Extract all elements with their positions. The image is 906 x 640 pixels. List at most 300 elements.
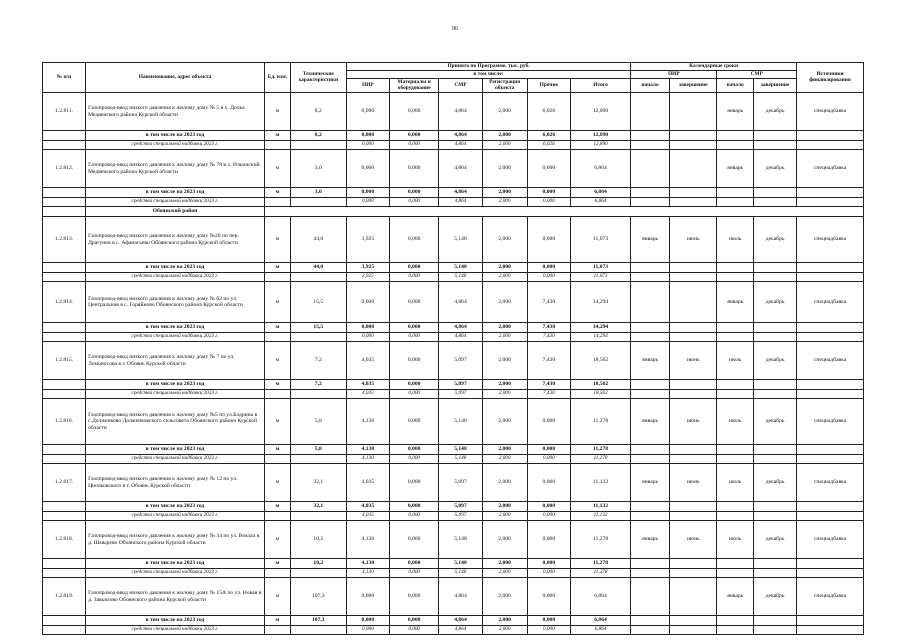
surcharge-pir: 3,925 — [346, 273, 389, 282]
total-smr: 4,864 — [439, 131, 482, 141]
total-registration: 2,000 — [482, 188, 527, 198]
object-smr-start: июль — [717, 464, 754, 502]
object-pir-end: июнь — [669, 521, 716, 559]
total-2023-row — [43, 380, 864, 390]
surcharge-empty — [717, 333, 754, 342]
surcharge-tech — [290, 512, 346, 521]
surcharge-label: средства специальной надбавки 2023 г. — [86, 512, 265, 521]
surcharge-registration: 2,000 — [482, 273, 527, 282]
total-2023-row — [43, 502, 864, 512]
object-pir: 0,000 — [346, 282, 389, 323]
total-empty — [631, 616, 670, 626]
object-smr-end: декабрь — [754, 282, 797, 323]
object-name: Газопровод-ввод низкого давления к жилому дому № 12 по ул. Циолковского в г. Обоянь Курской области — [86, 464, 265, 502]
object-row — [43, 578, 864, 616]
object-smr-end: декабрь — [754, 217, 797, 263]
total-total: 6,864 — [570, 616, 630, 626]
total-other: 6,026 — [527, 131, 570, 141]
surcharge-unit — [264, 569, 290, 578]
total-pir: 0,000 — [346, 323, 389, 333]
total-spacer — [43, 131, 86, 141]
total-empty — [797, 616, 864, 626]
object-materials: 0,000 — [389, 464, 439, 502]
total-other: 7,430 — [527, 323, 570, 333]
total-unit: м — [264, 263, 290, 273]
surcharge-empty — [797, 333, 864, 342]
surcharge-empty — [669, 569, 716, 578]
total-empty — [669, 188, 716, 198]
surcharge-row — [43, 141, 864, 150]
surcharge-other: 7,430 — [527, 333, 570, 342]
total-unit: м — [264, 188, 290, 198]
total-smr: 5,148 — [439, 559, 482, 569]
total-2023-row — [43, 323, 864, 333]
total-smr: 5,148 — [439, 445, 482, 455]
page-number: 96 — [452, 26, 458, 32]
total-pir: 3,925 — [346, 263, 389, 273]
header-pir-start: начало — [631, 79, 670, 93]
total-empty — [631, 445, 670, 455]
surcharge-spacer — [43, 333, 86, 342]
surcharge-empty — [631, 455, 670, 464]
object-registration: 2,000 — [482, 464, 527, 502]
object-materials: 0,000 — [389, 578, 439, 616]
object-total: 11,073 — [570, 217, 630, 263]
surcharge-pir: 0,000 — [346, 198, 389, 207]
total-tech: 44,0 — [290, 263, 346, 273]
total-registration: 2,000 — [482, 616, 527, 626]
surcharge-label: средства специальной надбавки 2023 г. — [86, 626, 265, 635]
surcharge-smr: 4,864 — [439, 626, 482, 635]
surcharge-empty — [717, 273, 754, 282]
total-pir: 4,035 — [346, 502, 389, 512]
object-pir-end — [669, 93, 716, 131]
surcharge-label: средства специальной надбавки 2023 г. — [86, 198, 265, 207]
table-header — [43, 63, 864, 93]
object-materials: 0,000 — [389, 521, 439, 559]
header-tech: Технические характеристики — [290, 63, 346, 93]
total-total: 6,864 — [570, 188, 630, 198]
surcharge-materials: 0,000 — [389, 512, 439, 521]
surcharge-registration: 2,000 — [482, 141, 527, 150]
total-pir: 4,130 — [346, 445, 389, 455]
surcharge-empty — [669, 455, 716, 464]
object-row — [43, 93, 864, 131]
total-empty — [717, 188, 754, 198]
object-other: 0,000 — [527, 464, 570, 502]
total-empty — [669, 616, 716, 626]
total-registration: 2,000 — [482, 445, 527, 455]
total-pir: 4,035 — [346, 380, 389, 390]
total-empty — [754, 445, 797, 455]
object-smr: 4,864 — [439, 578, 482, 616]
total-label: в том числе на 2023 год — [86, 131, 265, 141]
total-registration: 2,000 — [482, 380, 527, 390]
region-spacer — [43, 207, 86, 217]
surcharge-empty — [631, 626, 670, 635]
total-materials: 0,000 — [389, 263, 439, 273]
total-unit: м — [264, 445, 290, 455]
region-row — [43, 207, 864, 217]
surcharge-row — [43, 512, 864, 521]
surcharge-pir: 0,000 — [346, 626, 389, 635]
total-total: 12,890 — [570, 131, 630, 141]
surcharge-row — [43, 273, 864, 282]
object-materials: 0,000 — [389, 342, 439, 380]
surcharge-pir: 0,000 — [346, 141, 389, 150]
object-tech: 15,5 — [290, 282, 346, 323]
surcharge-other: 0,000 — [527, 273, 570, 282]
surcharge-materials: 0,000 — [389, 455, 439, 464]
total-smr: 4,864 — [439, 616, 482, 626]
surcharge-empty — [631, 569, 670, 578]
surcharge-total: 11,073 — [570, 273, 630, 282]
total-tech: 3,0 — [290, 188, 346, 198]
total-empty — [754, 380, 797, 390]
object-total: 11,278 — [570, 521, 630, 559]
surcharge-empty — [669, 512, 716, 521]
surcharge-row — [43, 333, 864, 342]
header-materials: Материалы и оборудование — [389, 79, 439, 93]
surcharge-label: средства специальной надбавки 2023 г. — [86, 390, 265, 399]
total-2023-row — [43, 131, 864, 141]
surcharge-label: средства специальной надбавки 2023 г. — [86, 141, 265, 150]
object-materials: 0,000 — [389, 399, 439, 445]
surcharge-empty — [754, 198, 797, 207]
surcharge-smr: 4,864 — [439, 141, 482, 150]
object-smr-start: июль — [717, 521, 754, 559]
object-other: 0,000 — [527, 399, 570, 445]
total-pir: 0,000 — [346, 616, 389, 626]
total-other: 0,000 — [527, 263, 570, 273]
surcharge-empty — [669, 333, 716, 342]
surcharge-smr: 4,864 — [439, 333, 482, 342]
surcharge-pir: 4,130 — [346, 569, 389, 578]
total-smr: 5,097 — [439, 502, 482, 512]
object-pir-end: июнь — [669, 399, 716, 445]
total-empty — [797, 263, 864, 273]
object-registration: 2,000 — [482, 399, 527, 445]
object-tech: 44,0 — [290, 217, 346, 263]
surcharge-unit — [264, 141, 290, 150]
object-name: Газопровод-ввод низкого давления к жилому дому №5 по ул.Бодрина в с.Долженково Долженковского сельсовета Обоянского района Курской области — [86, 399, 265, 445]
object-num: 1.2.813. — [43, 217, 86, 263]
surcharge-pir: 4,035 — [346, 512, 389, 521]
total-tech: 15,5 — [290, 323, 346, 333]
total-unit: м — [264, 502, 290, 512]
object-unit: м — [264, 217, 290, 263]
object-registration: 2,000 — [482, 282, 527, 323]
total-empty — [669, 445, 716, 455]
header-unit: Ед. изм. — [264, 63, 290, 93]
object-pir: 4,130 — [346, 521, 389, 559]
total-empty — [717, 380, 754, 390]
surcharge-pir: 0,000 — [346, 333, 389, 342]
surcharge-empty — [797, 141, 864, 150]
total-pir: 0,000 — [346, 131, 389, 141]
surcharge-total: 14,294 — [570, 333, 630, 342]
object-pir-start — [631, 93, 670, 131]
surcharge-empty — [797, 390, 864, 399]
total-empty — [754, 188, 797, 198]
surcharge-total: 11,132 — [570, 512, 630, 521]
surcharge-total: 11,278 — [570, 569, 630, 578]
header-source: Источники финансирования — [797, 63, 864, 93]
surcharge-empty — [631, 390, 670, 399]
total-empty — [754, 616, 797, 626]
total-empty — [631, 323, 670, 333]
object-name: Газопровод-ввод низкого давления к жилому дому № 78 в х. Ильинский Медвенского района Курской области — [86, 150, 265, 188]
surcharge-empty — [797, 455, 864, 464]
object-name: Газопровод-ввод низкого давления к жилому дому № 5 в х. Дочка Медвенского района Курской области — [86, 93, 265, 131]
surcharge-unit — [264, 273, 290, 282]
surcharge-empty — [797, 569, 864, 578]
object-unit: м — [264, 464, 290, 502]
surcharge-materials: 0,000 — [389, 141, 439, 150]
surcharge-unit — [264, 198, 290, 207]
total-other: 7,430 — [527, 380, 570, 390]
total-unit: м — [264, 380, 290, 390]
surcharge-registration: 2,000 — [482, 455, 527, 464]
total-empty — [631, 131, 670, 141]
object-pir-end: июнь — [669, 217, 716, 263]
object-other: 6,026 — [527, 93, 570, 131]
total-empty — [754, 131, 797, 141]
total-pir: 0,000 — [346, 188, 389, 198]
total-empty — [797, 131, 864, 141]
surcharge-registration: 2,000 — [482, 198, 527, 207]
surcharge-registration: 2,000 — [482, 569, 527, 578]
table-body — [43, 93, 864, 635]
object-smr: 5,148 — [439, 399, 482, 445]
object-pir-start: январь — [631, 521, 670, 559]
surcharge-label: средства специальной надбавки 2023 г. — [86, 569, 265, 578]
object-smr-end: декабрь — [754, 150, 797, 188]
total-empty — [669, 380, 716, 390]
total-empty — [717, 502, 754, 512]
surcharge-empty — [754, 569, 797, 578]
object-row — [43, 282, 864, 323]
object-smr-end: декабрь — [754, 578, 797, 616]
object-pir: 3,925 — [346, 217, 389, 263]
object-total: 11,132 — [570, 464, 630, 502]
surcharge-spacer — [43, 198, 86, 207]
surcharge-smr: 5,097 — [439, 512, 482, 521]
object-smr-end: декабрь — [754, 342, 797, 380]
surcharge-spacer — [43, 390, 86, 399]
object-pir-start — [631, 578, 670, 616]
surcharge-other: 7,430 — [527, 390, 570, 399]
object-smr-start: январь — [717, 93, 754, 131]
total-label: в том числе на 2023 год — [86, 502, 265, 512]
surcharge-empty — [717, 455, 754, 464]
object-source: спецнадбавка — [797, 464, 864, 502]
object-smr-end: декабрь — [754, 399, 797, 445]
surcharge-materials: 0,000 — [389, 626, 439, 635]
object-name: Газопровод-ввод низкого давления к жилому дому № 34 по ул. Вокзал в д. Шмырево Обоянского района Курской области — [86, 521, 265, 559]
surcharge-unit — [264, 333, 290, 342]
total-other: 0,000 — [527, 559, 570, 569]
total-other: 0,000 — [527, 445, 570, 455]
object-smr: 5,148 — [439, 217, 482, 263]
surcharge-tech — [290, 198, 346, 207]
surcharge-empty — [669, 390, 716, 399]
object-smr-end: декабрь — [754, 521, 797, 559]
total-other: 0,000 — [527, 188, 570, 198]
total-spacer — [43, 559, 86, 569]
surcharge-total: 12,890 — [570, 141, 630, 150]
total-registration: 2,000 — [482, 502, 527, 512]
surcharge-unit — [264, 455, 290, 464]
total-empty — [797, 380, 864, 390]
object-smr: 4,864 — [439, 150, 482, 188]
total-spacer — [43, 380, 86, 390]
object-source: спецнадбавка — [797, 399, 864, 445]
surcharge-materials: 0,000 — [389, 333, 439, 342]
surcharge-smr: 4,864 — [439, 198, 482, 207]
surcharge-registration: 2,000 — [482, 512, 527, 521]
surcharge-empty — [797, 512, 864, 521]
header-sched-pir: ПИР — [631, 71, 717, 79]
object-tech: 3,0 — [290, 150, 346, 188]
total-empty — [631, 263, 670, 273]
object-smr: 4,864 — [439, 93, 482, 131]
object-other: 0,000 — [527, 578, 570, 616]
surcharge-empty — [669, 273, 716, 282]
total-tech: 7,2 — [290, 380, 346, 390]
object-other: 7,430 — [527, 282, 570, 323]
surcharge-smr: 5,148 — [439, 569, 482, 578]
total-empty — [717, 131, 754, 141]
object-unit: м — [264, 521, 290, 559]
object-unit: м — [264, 342, 290, 380]
object-pir-start: январь — [631, 217, 670, 263]
surcharge-empty — [631, 273, 670, 282]
surcharge-label: средства специальной надбавки 2023 г. — [86, 273, 265, 282]
object-source: спецнадбавка — [797, 217, 864, 263]
surcharge-empty — [631, 333, 670, 342]
object-num: 1.2.814. — [43, 282, 86, 323]
surcharge-empty — [669, 198, 716, 207]
total-empty — [797, 188, 864, 198]
object-pir: 0,000 — [346, 150, 389, 188]
object-num: 1.2.819. — [43, 578, 86, 616]
surcharge-registration: 2,000 — [482, 626, 527, 635]
total-empty — [669, 502, 716, 512]
surcharge-spacer — [43, 512, 86, 521]
object-smr: 5,097 — [439, 464, 482, 502]
object-num: 1.2.812. — [43, 150, 86, 188]
total-2023-row — [43, 263, 864, 273]
object-source: спецнадбавка — [797, 150, 864, 188]
total-empty — [631, 188, 670, 198]
surcharge-total: 6,864 — [570, 198, 630, 207]
object-pir-end — [669, 282, 716, 323]
total-label: в том числе на 2023 год — [86, 188, 265, 198]
total-empty — [717, 323, 754, 333]
total-registration: 2,000 — [482, 323, 527, 333]
object-materials: 0,000 — [389, 150, 439, 188]
object-total: 11,278 — [570, 399, 630, 445]
surcharge-spacer — [43, 569, 86, 578]
object-smr-start: июль — [717, 342, 754, 380]
header-smr: СМР — [439, 79, 482, 93]
surcharge-empty — [631, 141, 670, 150]
object-source: спецнадбавка — [797, 342, 864, 380]
object-num: 1.2.817. — [43, 464, 86, 502]
surcharge-tech — [290, 273, 346, 282]
surcharge-tech — [290, 390, 346, 399]
total-smr: 4,864 — [439, 188, 482, 198]
header-num: № п/п — [43, 63, 86, 93]
surcharge-other: 0,000 — [527, 512, 570, 521]
total-spacer — [43, 263, 86, 273]
surcharge-empty — [717, 569, 754, 578]
header-total: Итого — [570, 79, 630, 93]
surcharge-empty — [754, 273, 797, 282]
object-source: спецнадбавка — [797, 521, 864, 559]
object-total: 6,864 — [570, 578, 630, 616]
object-total: 6,864 — [570, 150, 630, 188]
total-other: 0,000 — [527, 502, 570, 512]
object-tech: 10,2 — [290, 521, 346, 559]
object-registration: 2,000 — [482, 217, 527, 263]
surcharge-pir: 4,035 — [346, 390, 389, 399]
region-spacer-right — [264, 207, 863, 217]
total-empty — [717, 445, 754, 455]
total-spacer — [43, 502, 86, 512]
object-registration: 2,000 — [482, 578, 527, 616]
total-empty — [717, 559, 754, 569]
object-smr-start: июль — [717, 399, 754, 445]
total-empty — [717, 616, 754, 626]
surcharge-smr: 5,148 — [439, 273, 482, 282]
object-registration: 2,000 — [482, 150, 527, 188]
total-tech: 107,3 — [290, 616, 346, 626]
object-num: 1.2.811. — [43, 93, 86, 131]
object-smr: 5,148 — [439, 521, 482, 559]
object-unit: м — [264, 150, 290, 188]
total-materials: 0,000 — [389, 131, 439, 141]
header-pir-end: завершение — [669, 79, 716, 93]
total-total: 18,562 — [570, 380, 630, 390]
surcharge-tech — [290, 333, 346, 342]
header-pir: ПИР — [346, 79, 389, 93]
surcharge-empty — [754, 626, 797, 635]
surcharge-total: 18,562 — [570, 390, 630, 399]
total-spacer — [43, 616, 86, 626]
total-unit: м — [264, 616, 290, 626]
surcharge-empty — [669, 141, 716, 150]
surcharge-label: средства специальной надбавки 2023 г. — [86, 333, 265, 342]
total-materials: 0,000 — [389, 559, 439, 569]
total-empty — [669, 263, 716, 273]
surcharge-empty — [754, 512, 797, 521]
object-pir: 4,130 — [346, 399, 389, 445]
surcharge-tech — [290, 569, 346, 578]
object-smr-start: январь — [717, 150, 754, 188]
object-name: Газопровод-ввод низкого давления к жилому дому № 15А по ул. Новая в д. Завьялово Обоянского района Курской области — [86, 578, 265, 616]
header-smr-end: завершение — [754, 79, 797, 93]
object-pir-start — [631, 282, 670, 323]
surcharge-other: 0,000 — [527, 626, 570, 635]
surcharge-unit — [264, 626, 290, 635]
object-row — [43, 150, 864, 188]
object-source: спецнадбавка — [797, 93, 864, 131]
object-pir-start: январь — [631, 464, 670, 502]
surcharge-empty — [717, 141, 754, 150]
surcharge-tech — [290, 455, 346, 464]
